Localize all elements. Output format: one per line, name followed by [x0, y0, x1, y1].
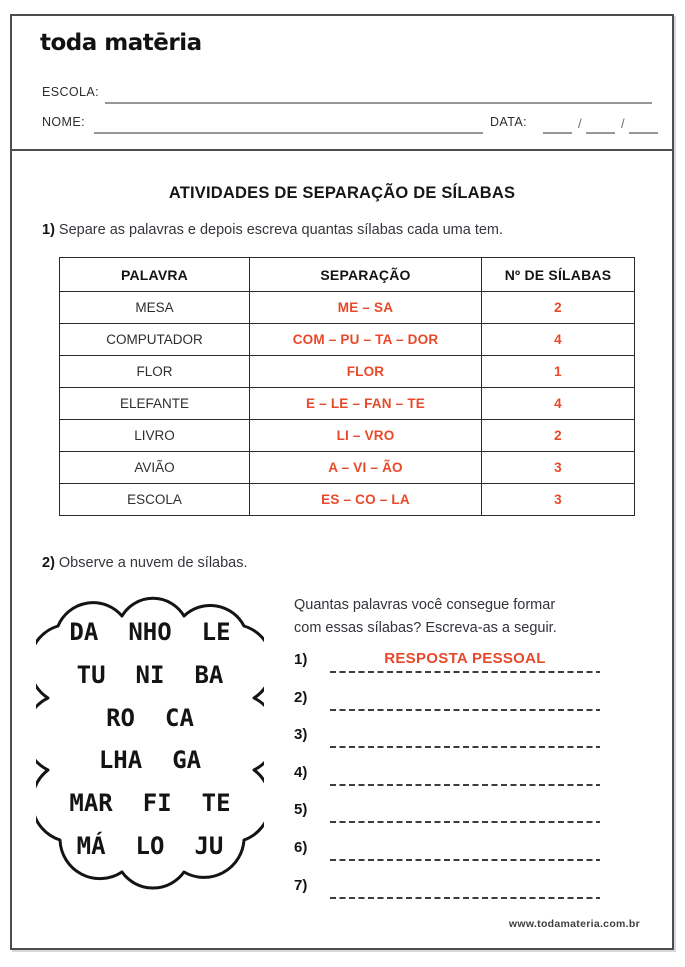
date-day-line — [543, 132, 572, 134]
syllable: TU — [76, 661, 106, 689]
syllable: JU — [194, 832, 224, 860]
cloud-syllable-row — [50, 702, 250, 734]
syllable: BA — [194, 661, 224, 689]
answer-number: 6) — [294, 839, 308, 856]
answer-write-line — [330, 784, 600, 786]
word-cell: LIVRO — [60, 420, 250, 452]
syllable: MÁ — [76, 832, 106, 860]
worksheet-title: ATIVIDADES DE SEPARAÇÃO DE SÍLABAS — [168, 184, 516, 202]
worksheet-page — [10, 14, 674, 950]
school-write-line — [105, 102, 652, 104]
answer-number: 5) — [294, 801, 308, 819]
separation-cell: ME – SA — [250, 292, 482, 324]
website-url: www.todamateria.com.br — [508, 918, 640, 930]
syllable: LHA — [98, 746, 143, 774]
syllable-count-cell: 2 — [482, 420, 635, 452]
answer-item — [294, 838, 600, 866]
syllable-count-cell: 1 — [482, 356, 635, 388]
word-cell: FLOR — [60, 356, 250, 388]
table-row — [60, 420, 635, 452]
table-row — [60, 452, 635, 484]
syllable-table — [59, 257, 635, 516]
name-label: NOME: — [42, 115, 85, 129]
separation-cell: ES – CO – LA — [250, 484, 482, 516]
prompt-line-2: com essas sílabas? Escreva-as a seguir. — [294, 619, 557, 636]
table-row — [60, 356, 635, 388]
syllable-cloud — [36, 590, 264, 890]
cloud-syllable-row — [50, 744, 250, 776]
table-column-header: PALAVRA — [60, 258, 250, 292]
page-header — [12, 16, 672, 151]
table-column-header: Nº DE SÍLABAS — [482, 258, 635, 292]
answer-number: 7) — [294, 876, 308, 894]
answer-item — [294, 800, 600, 828]
answer-value: RESPOSTA PESSOAL — [384, 650, 546, 667]
table-header-row — [60, 258, 635, 292]
syllable: FI — [142, 789, 172, 817]
cloud-syllable-row — [50, 659, 250, 691]
word-cell: COMPUTADOR — [60, 324, 250, 356]
cloud-syllable-row — [50, 787, 250, 819]
table-body — [60, 292, 635, 516]
table-row — [60, 324, 635, 356]
cloud-syllable-row — [50, 616, 250, 648]
separation-cell: A – VI – ÃO — [250, 452, 482, 484]
syllable-count-cell: 2 — [482, 292, 635, 324]
cloud-syllable-row — [50, 830, 250, 862]
date-label: DATA: — [490, 115, 527, 129]
question-2-text: Observe a nuvem de sílabas. — [58, 555, 248, 571]
answer-number: 1) — [294, 651, 308, 668]
prompt-line-1: Quantas palavras você consegue formar — [294, 597, 556, 613]
worksheet-body — [12, 151, 672, 950]
syllable: CA — [165, 704, 194, 732]
date-year-line — [629, 132, 658, 134]
separation-cell: FLOR — [250, 356, 482, 388]
syllable: NHO — [128, 618, 172, 646]
answer-number: 4) — [294, 763, 308, 781]
answer-item — [294, 650, 600, 678]
date-month-line — [586, 132, 615, 134]
word-cell: ELEFANTE — [60, 388, 250, 420]
date-slash-2: / — [621, 116, 625, 131]
table-column-header: SEPARAÇÃO — [250, 258, 482, 292]
word-cell: MESA — [60, 292, 250, 324]
question-1-text: Separe as palavras e depois escreva quantas sílabas cada uma tem. — [58, 222, 504, 238]
question-2-number: 2) — [42, 555, 55, 571]
syllable-count-cell: 3 — [482, 452, 635, 484]
brand-logo: toda matēria — [40, 30, 202, 56]
answer-write-line — [330, 671, 600, 673]
syllable: RO — [106, 704, 135, 732]
answer-write-line — [330, 709, 600, 711]
word-cell: AVIÃO — [60, 452, 250, 484]
separation-cell: COM – PU – TA – DOR — [250, 324, 482, 356]
syllable: LO — [135, 832, 165, 860]
answer-item — [294, 876, 600, 904]
separation-cell: LI – VRO — [250, 420, 482, 452]
syllable: MAR — [69, 789, 113, 817]
separation-cell: E – LE – FAN – TE — [250, 388, 482, 420]
answer-item — [294, 725, 600, 753]
answer-write-line — [330, 746, 600, 748]
answer-item — [294, 688, 600, 716]
syllable: TE — [201, 789, 231, 817]
table-row — [60, 388, 635, 420]
syllable: NI — [135, 661, 165, 689]
answer-number: 2) — [294, 688, 308, 706]
syllable: DA — [69, 618, 99, 646]
syllable: GA — [172, 746, 202, 774]
name-write-line — [94, 132, 483, 134]
syllable-count-cell: 4 — [482, 388, 635, 420]
answer-write-line — [330, 859, 600, 861]
syllable-count-cell: 3 — [482, 484, 635, 516]
date-slash-1: / — [578, 116, 582, 131]
question-2 — [42, 555, 248, 571]
question-2-prompt — [294, 594, 630, 639]
school-label: ESCOLA: — [42, 85, 99, 99]
question-1-number: 1) — [42, 222, 55, 238]
table-row — [60, 292, 635, 324]
answer-number: 3) — [294, 726, 308, 744]
answer-write-line — [330, 821, 600, 823]
question-1 — [42, 222, 503, 238]
table-row — [60, 484, 635, 516]
answer-item — [294, 763, 600, 791]
word-cell: ESCOLA — [60, 484, 250, 516]
syllable-count-cell: 4 — [482, 324, 635, 356]
syllable: LE — [201, 618, 231, 646]
answer-write-line — [330, 897, 600, 899]
